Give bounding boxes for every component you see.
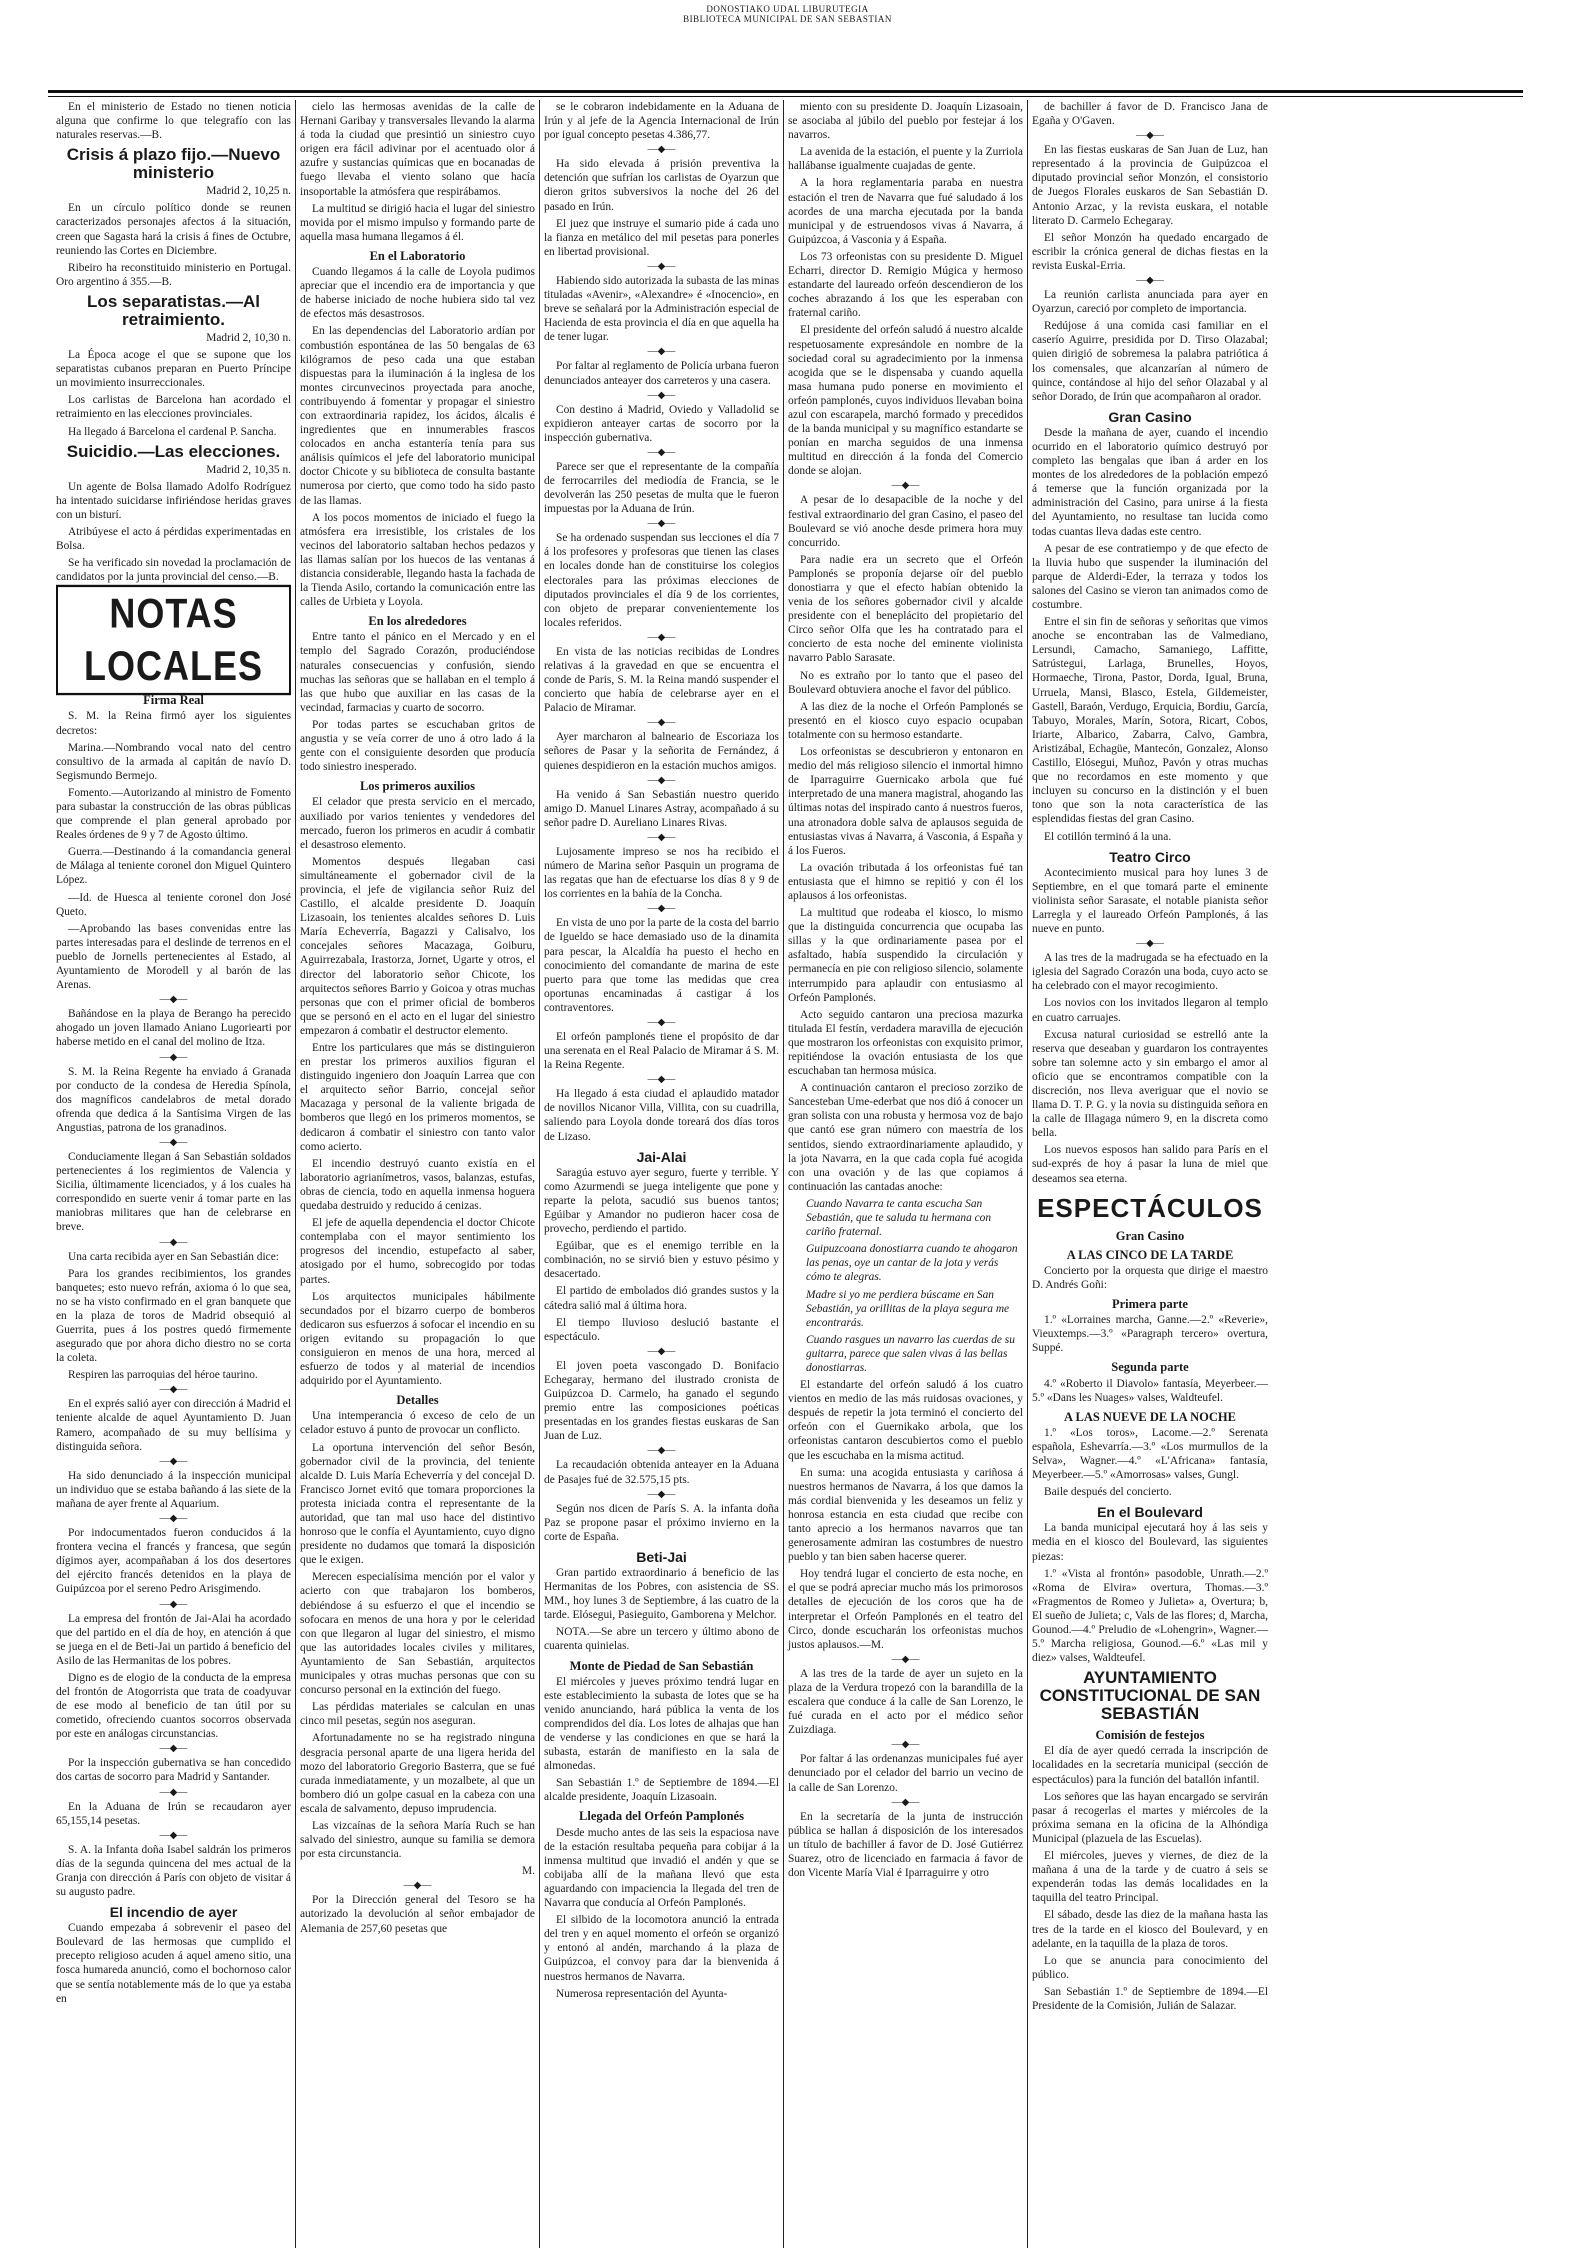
headline-separatistas: Los separatistas.—Al retraimiento.	[87, 291, 260, 329]
paragraph: El tiempo lluvioso deslució bastante el espectáculo.	[544, 1316, 779, 1343]
section-masthead-espectaculos: ESPECTÁCULOS	[1037, 1192, 1263, 1223]
program-part-label: Segunda parte	[1111, 1360, 1189, 1375]
paragraph: En vista de uno por la parte de la costa del barrio de Igueldo se hace demasiado uso de la dinamita para pescar, la Alcaldía ha puesto el hecho en conocimiento del comandante de marina de este puerto para que tome las medidas que crea oportunas encaminadas á castigar á los contraventores.	[544, 917, 779, 1014]
separator: —◆—	[1136, 130, 1164, 142]
paragraph: A pesar de lo desapacible de la noche y del festival extraordinario del gran Casino, el paseo del Boulevard se vió anoche desde primera hora muy concurrido.	[788, 494, 1023, 549]
paragraph: Los novios con los invitados llegaron al templo en cuatro carruajes.	[1032, 997, 1268, 1024]
headline-gran-casino: Gran Casino	[1108, 408, 1192, 425]
column-4	[784, 100, 1028, 2248]
separator: —◆—	[159, 1786, 188, 1798]
paragraph: La banda municipal ejecutará hoy á las seis y media en el kiosco del Boulevard, las siguientes piezas:	[1032, 1522, 1268, 1563]
paragraph: Momentos después llegaban casi simultáneamente el gobernador civil de la provincia, el jefe de vigilancia señor Ruiz del Castillo, el alcalde presidente D. Joaquín Lizasoain, los tenientes alcaldes señores D. Luis María Echeverría, Bagazzi y Calisalvo, los concejales señores Macazaga, Goiburu, Aguirrezabala, Irastorza, Jornet, Ugarte y otros, el director del laboratorio señor Chicote, los arquitectos señores Barrio y Goicoa y otras muchas personas que con el primer oficial de bomberos que se personó en el acto en el lugar del siniestro empezaron á combatir el destructor elemento.	[300, 855, 535, 1037]
verse: Guipuzcoana donostiarra cuando te ahogaron las penas, oye un cantar de la jota y verás cómo te alegras.	[806, 1243, 1018, 1284]
paragraph: S. M. la Reina firmó ayer los siguientes decretos:	[56, 710, 291, 737]
column-3	[540, 100, 784, 2248]
paragraph: Marina.—Nombrando vocal nato del centro consultivo de la armada al capitán de navío D. Segismundo Bermejo.	[56, 741, 291, 782]
paragraph: Entre los particulares que más se distinguieron en prestar los primeros auxilios figuran el distinguido ingeniero don Joaquín Larrea que con el arquitecto señor Barrio, concejal señor Macazaga y personal de la valiente brigada de bomberos que llegó en los primeros momentos, se dedicaron á combatir el siniestro con tanto valor como acierto.	[300, 1042, 535, 1153]
separator: —◆—	[159, 1513, 188, 1525]
subhead-detalles: Detalles	[396, 1393, 439, 1408]
paragraph: cielo las hermosas avenidas de la calle de Hernani Garibay y transversales llevando la alarma á toda la ciudad que presintió un siniestro cuyo origen era fácil adivinar por el acentuado olor á azufre y sustancias químicas que en bocanadas de fuego llevaba el viento solano que hacía insoportable la atmósfera que respirábamos.	[300, 101, 535, 198]
separator: —◆—	[647, 144, 676, 156]
paragraph: Conduciamente llegan á San Sebastián soldados pertenecientes á los regimientos de Valencia y Sicilia, últimamente licenciados, y á los cuales ha correspondido en suerte venir á tomar parte en las maniobras militares que han de celebrarse en breve.	[56, 1150, 291, 1234]
paragraph: Guerra.—Destinando á la comandancia general de Málaga al teniente coronel don Miguel Quintero López.	[56, 846, 291, 887]
paragraph: Para nadie era un secreto que el Orfeón Pamplonés se proponía dejarse oír del pueblo donostiarra y que el efecto habían obtenido la venia de los señores gobernador civil y alcalde presidente con el beneplácito del propietario del Circo señor Olfa que les ha contratado para el concierto de esta noche del eminente violinista navarro Pablo Sarasate.	[788, 553, 1023, 665]
separator: —◆—	[647, 631, 676, 643]
paragraph: Atribúyese el acto á pérdidas experimentadas en Bolsa.	[56, 525, 291, 553]
headline-incendio: El incendio de ayer	[109, 1904, 238, 1921]
paragraph: Desde la mañana de ayer, cuando el incendio ocurrido en el laboratorio químico destruyó por completo las bengalas que iban á arder en los montes de los alrededores de la población empezó á temerse que la función organizada por la administración del Casino, para unirse á la fiesta del Ayuntamiento, no resultase tan lucida como todas cuantas lleva dadas este centro.	[1032, 426, 1268, 538]
paragraph: A continuación cantaron el precioso zorziko de Sancesteban Ume-ederbat que nos dió á conocer un gran solista con una robusta y hermosa voz de bajo que cantó ese gran número con maestría de los sentidos, siendo extraordinariamente aplaudido, y la jota Navarra, en la que cada copla fué acogida con una ovación y de las que copiamos á continuación las cantadas anoche:	[788, 1082, 1023, 1193]
paragraph: Por la inspección gubernativa se han concedido dos cartas de socorro para Madrid y Santander.	[56, 1757, 291, 1784]
paragraph: A las tres de la madrugada se ha efectuado en la iglesia del Sagrado Corazón una boda, cuyo acto se ha celebrado con el mayor recogimiento.	[1032, 952, 1268, 993]
separator: —◆—	[647, 518, 676, 530]
separator: —◆—	[1136, 938, 1164, 950]
paragraph: Ha venido á San Sebastián nuestro querido amigo D. Manuel Linares Astray, acompañado á su señor padre D. Aureliano Linares Rivas.	[544, 788, 779, 829]
paragraph: Con destino á Madrid, Oviedo y Valladolid se expidieron anteayer cartas de socorro por la inspección gubernativa.	[544, 403, 779, 444]
separator: —◆—	[159, 1598, 188, 1610]
paragraph: Las pérdidas materiales se calculan en unas cinco mil pesetas, según nos aseguran.	[300, 1701, 535, 1728]
separator: —◆—	[647, 1445, 676, 1457]
paragraph: A las diez de la noche el Orfeón Pamplonés se presentó en el kiosco cuyo espacio ocupaban totalmente con su hermoso estandarte.	[788, 700, 1023, 741]
paragraph: La recaudación obtenida anteayer en la Aduana de Pasajes fué de 32.575,15 pts.	[544, 1459, 779, 1486]
paragraph: S. M. la Reina Regente ha enviado á Granada por conducto de la condesa de Heredia Spínola, dos magníficos candelabros de metal dorado ofrenda que dedica á la Santísima Virgen de las Angustias, patrona de los granadinos.	[56, 1065, 291, 1134]
paragraph: Hoy tendrá lugar el concierto de esta noche, en el que se podrá apreciar mucho más los primorosos detalles de ejecución de los coros que ha de interpretar el Orfeón Pamplonés en el teatro del Circo, donde escucharán los orfeonistas muchos justos aplausos.—M.	[788, 1568, 1023, 1651]
separator: —◆—	[647, 717, 676, 729]
headline-boulevard: En el Boulevard	[1097, 1504, 1203, 1521]
paragraph: Ha sido elevada á prisión preventiva la detención que sufrían los carlistas de Oyarzun que dieron gritos subversivos la noche del 26 del pasado en Irún.	[544, 158, 779, 213]
separator: —◆—	[647, 389, 676, 401]
paragraph: 1.º «Vista al frontón» pasodoble, Unrath.—2.º «Roma de Elvira» overtura, Thomas.—3.º «Fragmentos de Romeo y Julieta» a, Overtura; b, El sueño de Julieta; c, Vals de las flores; d, Marcha, Gounod.—4.º Preludio de «Lohengrin», Wagner.—5.º Marcha religiosa, Gounod.—6.º «Las mil y diez» valses, Waldteufel.	[1032, 1567, 1268, 1665]
subhead-cinco-tarde: A LAS CINCO DE LA TARDE	[1066, 1247, 1234, 1262]
paragraph: El señor Monzón ha quedado encargado de escribir la crónica general de dichas fiestas en la revista Euskal-Erria.	[1032, 231, 1268, 272]
paragraph: Una intemperancia ó exceso de celo de un celador estuvo á punto de provocar un conflicto.	[300, 1410, 535, 1437]
paragraph: Cuando empezaba á sobrevenir el paseo del Boulevard de las hermosas que cumplido el precepto religioso acuden á aquel ameno sitio, una fosca humareda anunció, como el bochornoso calor que se sentía notablemente más de lo que ya estaba en	[56, 1922, 291, 2005]
separator: —◆—	[891, 480, 920, 492]
paragraph: La reunión carlista anunciada para ayer en Oyarzun, careció por completo de importancia.	[1032, 289, 1268, 316]
paragraph: Digno es de elogio de la conducta de la empresa del frontón de Atogorrista que trata de coadyuvar de ese modo al beneficio de tan útil por su cometido, ofreciendo cuantos socorros observada por este en análogas circunstancias.	[56, 1671, 291, 1741]
paragraph: Para los grandes recibimientos, los grandes banquetes; esto nuevo refrán, axioma ó lo que sea, no se ha visto confirmado en el gran banquete que en la plaza de toros de Madrid obsequió al Guerrita, pues á los postres quedó firmemente asegurado que por ahora dicho diestro no se corta la coleta.	[56, 1267, 291, 1365]
paragraph: San Sebastián 1.º de Septiembre de 1894.—El Presidente de la Comisión, Julián de Salazar.	[1032, 1985, 1268, 2012]
separator: —◆—	[647, 446, 676, 458]
subhead-gran-casino: Gran Casino	[1115, 1228, 1185, 1243]
separator: —◆—	[647, 346, 676, 358]
paragraph: Por indocumentados fueron conducidos á la frontera vecina el francés y francesa, que según dígimos ayer, acompañaban á los dos desertores del ejército francés detenidos en la playa de Guipúzcoa por el sereno Pedro Arisgimendo.	[56, 1527, 291, 1596]
headline-suicidio: Suicidio.—Las elecciones.	[66, 441, 281, 461]
separator: —◆—	[159, 1743, 188, 1755]
paragraph: El estandarte del orfeón saludó á los cuatro vientos en medio de las más ruidosas ovaciones, y después de repetir la jota terminó el concierto del orfeón con el Guernikako arbola, que los orfeonistas cantaron descubiertos como el pueblo que les escuchaba en la misma actitud.	[788, 1379, 1023, 1462]
paragraph: Por faltar á las ordenanzas municipales fué ayer denunciado por el celador del barrio un vecino de la calle de San Lorenzo.	[788, 1753, 1023, 1794]
dateline: Madrid 2, 10,35 n.	[206, 463, 291, 476]
newspaper-columns	[52, 100, 1524, 2250]
separator: —◆—	[159, 1051, 188, 1063]
header-line-2: BIBLIOTECA MUNICIPAL DE SAN SEBASTIAN	[683, 14, 892, 24]
paragraph: El miércoles y jueves próximo tendrá lugar en este establecimiento la subasta de lotes que se ha venido anunciando, hará pública la venta de los comprendidos del día. Los lotes de alhajas que han de venderse y las condiciones en que se hará la subasta, estarán de manifiesto en la sala de almonedas.	[544, 1675, 779, 1773]
separator: —◆—	[891, 1739, 920, 1751]
paragraph: 1.º «Los toros», Lacome.—2.º Serenata española, Eshevarría.—3.º «Los murmullos de la Selva», Wagner.—4.º «L'Africana» fantasía, Meyerbeer.—5.º «Amorrosas» valses, Gungl.	[1032, 1426, 1268, 1482]
separator: —◆—	[647, 1016, 676, 1028]
verse: Cuando Navarra te canta escucha San Sebastián, que te saluda tu hermana con cariño fraternal.	[806, 1197, 992, 1239]
paragraph: La Época acoge el que se supone que los separatistas cubanos preparan en Puerto Príncipe un movimiento insurreccionales.	[56, 349, 291, 390]
paragraph: Entre el sin fin de señoras y señoritas que vimos anoche se encontraban las de Valmediano, Lersundi, Camacho, Samaniego, Laffitte, Satrústegui, Larlaga, Brunelles, Hoyos, Hormaeche, Tirona, Pastor, Dorda, Igual, Bruna, Urruela, Mansi, Blasco, Estela, Gildemeister, Gastell, Baraón, Verdugo, Erquicia, Bordiu, García, Tabuyo, Morales, Marín, Sotora, Ricart, Cobos, Iriarte, Albarico, Zabarra, Calvo, Gambra, Aristizábal, Echagüe, Mantecón, Gonzalez, Alonso Castillo, Elósegui, Muñoz, Pavón y otras muchas que no recordamos en este momento y que incluyen su concurso en la distinción y el buen tono que son la nota característica de las esplendidas fiestas del gran Casino.	[1032, 616, 1268, 826]
paragraph: Baile después del concierto.	[1044, 1486, 1172, 1499]
separator: —◆—	[647, 903, 676, 915]
paragraph: El día de ayer quedó cerrada la inscripción de localidades en la secretaría municipal (sección de espectáculos) para la función del batallón infantil.	[1032, 1745, 1268, 1786]
paragraph: El juez que instruye el sumario pide á cada uno la fianza en metálico del mil pesetas para ponerles en libertad provisional.	[544, 217, 779, 258]
paragraph: Respiren las parroquias del héroe taurino.	[68, 1369, 258, 1382]
paragraph: La empresa del frontón de Jai-Alai ha acordado que del partido en el día de hoy, en atención á que se juega en el de Beti-Jai un partido á beneficio del Asilo de las Hermanitas de los pobres.	[56, 1612, 291, 1667]
paragraph: El partido de embolados dió grandes sustos y la cátedra salió mal á última hora.	[544, 1285, 779, 1312]
paragraph: Excusa natural curiosidad se estrelló ante la reserva que deseaban y guardaron los contrayentes sobre tan solemne acto y sin embargo el amor al oficio que se encontramos compatible con la discreción, nos lleva averiguar que el novio se llama D. T. P. G. y la novia su distinguida señora en la calle de Illagaga número 9, en la discreta como bella.	[1032, 1028, 1268, 1140]
paragraph: En la secretaría de la junta de instrucción pública se hallan á disposición de los interesados un título de bachiller á favor de D. José Gutiérrez Suarez, otro de licenciado en farmacia á favor de don Vicente María Vial é Iparraguirre y otro	[788, 1810, 1023, 1879]
separator: —◆—	[159, 994, 188, 1006]
paragraph: Según nos dicen de París S. A. la infanta doña Paz se propone pasar el próximo invierno en la corte de España.	[544, 1502, 779, 1543]
paragraph: Acontecimiento musical para hoy lunes 3 de Septiembre, en el que tomará parte el eminente violinista señor Sarasate, el notable pianista señor Larregla y el laureado Orfeón Pamplonés, á las nueve en punto.	[1032, 866, 1268, 936]
verse: Cuando rasgues un navarro las cuerdas de su guitarra, parece que salen vivas á las bellas donostiarras.	[806, 1333, 1015, 1374]
paragraph: A las tres de la tarde de ayer un sujeto en la plaza de la Verdura tropezó con la barandilla de la escalera que conduce á la calle de San Lorenzo, le fué curada en el acto por el médico señor Zuizdiaga.	[788, 1667, 1023, 1737]
column-2	[296, 100, 540, 2248]
separator: —◆—	[159, 1829, 188, 1841]
paragraph: Acto seguido cantaron una preciosa mazurka titulada El festín, verdadera maravilla de ejecución que mostraron los orfeonistas con exquisito primor, repitiéndose la ovación entusiasta de los que escuchaban tan hermosa música.	[788, 1008, 1023, 1078]
paragraph: Afortunadamente no se ha registrado ninguna desgracia personal aparte de una ligera herida del mozo del laboratorio Gregorio Basterra, que se fué curada inmediatamente, y un mozalbete, al que un bombero dió un golpe casual en la cabeza con una escala de salvamento, depuso imprudencia.	[300, 1732, 535, 1815]
paragraph: El sábado, desde las diez de la mañana hasta las tres de la tarde en el kiosco del Boulevard, y en adelante, en la taquilla de la plaza de toros.	[1032, 1909, 1268, 1950]
dateline: Madrid 2, 10,30 n.	[206, 331, 291, 344]
section-masthead-ayuntamiento: AYUNTAMIENTO CONSTITUCIONAL DE SAN SEBASTIÁN	[1039, 1668, 1261, 1724]
paragraph: S. A. la Infanta doña Isabel saldrán los primeros días de la segunda quincena del mes actual de la Granja con dirección á París con objeto de visitar á su augusto padre.	[56, 1843, 291, 1898]
paragraph: La multitud se dirigió hacia el lugar del siniestro movida por el mismo impulso y formando parte de aquella masa humana llegamos á él.	[300, 202, 535, 243]
paragraph: Los 73 orfeonistas con su presidente D. Miguel Echarri, director D. Remigio Múgica y hermoso estandarte del laureado orfeón descendieron de los coches abrazando á los que les esperaban con fraternal cariño.	[788, 250, 1023, 320]
paragraph: NOTA.—Se abre un tercero y último abono de cuarenta quinielas.	[544, 1626, 779, 1653]
paragraph: Por la Dirección general del Tesoro se ha autorizado la devolución al señor embajador de Alemania de 257,60 pesetas que	[300, 1894, 535, 1935]
paragraph: Ha sido denunciado á la inspección municipal un individuo que se estaba bañando á las siete de la mañana de ayer frente al Aquarium.	[56, 1469, 291, 1510]
paragraph: El incendio destruyó cuanto existía en el laboratorio agrianímetros, vasos, balanzas, estufas, obras de ciencia, todo en aquella inmensa hoguera quedaba destruido y reducido á cenizas.	[300, 1157, 535, 1213]
column-5	[1028, 100, 1272, 2248]
paragraph: Entre tanto el pánico en el Mercado y en el templo del Sagrado Corazón, produciéndose naturales consecuencias y confusión, siendo muchas las señoras que se hallaban en el templo á las que hubo que auxiliar en las casas de la vecindad, farmacias y cuarto de socorro.	[300, 631, 535, 714]
subhead-laboratorio: En el Laboratorio	[369, 248, 466, 263]
page-header	[0, 4, 1575, 24]
paragraph: Las vizcaínas de la señora María Ruch se han salvado del siniestro, aunque su familia se demora por esta circunstancia.	[300, 1819, 535, 1861]
paragraph: Redújose á una comida casi familiar en el caserío Aguirre, presidida por D. Tirso Olazabal; quien dirigió de sobremesa la palabra patriótica á los comensales, que alcanzarían al número de quince, contándose al hijo del señor Olazabal y al señor Dorado, de Irún que acompañaron al orador.	[1032, 320, 1268, 403]
paragraph: La multitud que rodeaba el kiosco, lo mismo que la distinguida concurrencia que ocupaba las sillas y la que ordinariamente pasea por el asfaltado, había suspendido la circulación y permanecía en pie con religioso silencio, solamente interrumpido para aplaudir con entusiasmo al Orfeón Pamplonés.	[788, 907, 1024, 1004]
paragraph: El jefe de aquella dependencia el doctor Chicote contemplaba con el mayor sentimiento los progresos del incendio, estupefacto al saber, atosigado por el humo, sobrecogido por todas partes.	[300, 1217, 535, 1286]
top-rule	[48, 90, 1523, 93]
paragraph: se le cobraron indebidamente en la Aduana de Irún y al jefe de la Agencia Internacional de Irún por igual concepto pesetas 4.386,77.	[544, 101, 779, 142]
paragraph: Los arquitectos municipales hábilmente secundados por el bizarro cuerpo de bomberos dedicaron sus esfuerzos á sofocar el incendio en su origen evitando su propagación lo que consiguieron en menos de una hora, merced al esfuerzo de todos y al material de incendios adquirido por el Ayuntamiento.	[300, 1290, 535, 1388]
paragraph: La oportuna intervención del señor Besón, gobernador civil de la provincia, del teniente alcalde D. Luis María Echeverría y del concejal D. Francisco Jornet evitó que tomara proporciones la protesta iniciada contra el representante de la autoridad, que tan mal uso hace del distintivo honroso que le confía el Ayuntamiento, cuyo digno presidente no dudamos que tomará la disposición que le exigen.	[300, 1441, 535, 1567]
section-masthead-notas-locales: NOTAS LOCALES	[56, 585, 291, 695]
paragraph: Los señores que las hayan encargado se servirán pasar á recogerlas el martes y miércoles de la próxima semana en la oficina de la Alhóndiga Municipal (plazuela de las Escuelas).	[1032, 1790, 1268, 1845]
paragraph: Se ha verificado sin novedad la proclamación de candidatos por la junta provincial del censo.—B.	[56, 557, 291, 584]
paragraph: En vista de las noticias recibidas de Londres relativas á la gravedad en que se encuentra el conde de Paris, S. M. la Reina mandó suspender el concierto que había de celebrarse ayer en el Palacio de Miramar.	[544, 645, 779, 715]
paragraph: Por todas partes se escuchaban gritos de angustia y se veía correr de uno á otro lado á la gente con el consiguiente desorden que producía todo siniestro inesperado.	[300, 718, 535, 774]
headline-teatro-circo: Teatro Circo	[1109, 848, 1191, 865]
paragraph: El silbido de la locomotora anunció la entrada del tren y en aquel momento el orfeón se organizó y entonó al andén, marchando á la plaza de Guipúzcoa, el convoy para dar la bienvenida á nuestros hermanos de Navarra.	[544, 1914, 779, 1983]
paragraph: El presidente del orfeón saludó á nuestro alcalde respetuosamente expresándole en nombre de la sociedad coral su agradecimiento por la inmensa acogida que se le dispensaba y cuando aquella masa humana pudo ponerse en movimiento el orfeón pamplonés, cuyos individuos llevaban boina azul con escarapela, marchó formado y precedidos de la banda municipal y su magnífico estandarte se ponían en marcha seguidos de una inmensa multitud en dirección á la fonda del Comercio donde se alojan.	[788, 324, 1023, 478]
subhead-monte-de-piedad: Monte de Piedad de San Sebastián	[569, 1658, 754, 1673]
paragraph: Habiendo sido autorizada la subasta de las minas tituladas «Avenir», «Alexandre» é «Inocencio», en breve se señalará por la Administración especial de Hacienda de esta provincia el día en que aquella ha de tener lugar.	[544, 274, 780, 344]
paragraph: San Sebastián 1.º de Septiembre de 1894.—El alcalde presidente, Joaquín Lizasoain.	[544, 1777, 779, 1804]
paragraph: A los pocos momentos de iniciado el fuego la atmósfera era irresistible, los cristales de los vecinos del laboratorio saltaban hechos pedazos y las llamas salían por los huecos de las ventanas á distancia considerable, llegando hasta la fachada de la Tienda Asilo, cortando la comunicación entre las calles de Urbieta y Loyola.	[300, 511, 535, 609]
separator: —◆—	[159, 1455, 188, 1467]
paragraph: En el ministerio de Estado no tienen noticia alguna que confirme lo que telegrafío con las naturales reservas.—B.	[56, 101, 291, 142]
paragraph: Ayer marcharon al balneario de Escoriaza los señores de Pasar y la señorita de Fernández, á quienes despidieron en la estación muchos amigos.	[544, 731, 779, 772]
paragraph: El orfeón pamplonés tiene el propósito de dar una serenata en el Real Palacio de Miramar á S. M. la Reina Regente.	[544, 1030, 779, 1072]
paragraph: El joven poeta vascongado D. Bonifacio Echegaray, hermano del ilustrado cronista de Guipúzcoa D. Carmelo, ha ganado el segundo premio entre las composiciones poéticas presentadas en los grandes fiestas euskaras de San Juan de Luz.	[544, 1359, 779, 1443]
paragraph: Los orfeonistas se descubrieron y entonaron en medio del más religioso silencio el inmortal himno de Iparraguirre Guernicako arbola que fué interpretado de una manera magistral, ahogando las últimas notas del inspirado canto á nuestros fueros, una atronadora doble salva de aplausos seguida de entusiastas vivas á Navarra, á Vasconia, á España y á los Fueros.	[788, 746, 1023, 857]
paragraph: Cuando llegamos á la calle de Loyola pudimos apreciar que el incendio era de importancia y que de haberse iniciado de noche hubiera sido tal vez de efectos más desastrosos.	[300, 266, 535, 321]
paragraph: Numerosa representación del Ayunta-	[556, 1987, 728, 2000]
separator: —◆—	[647, 774, 676, 786]
paragraph: Ribeiro ha reconstituido ministerio en Portugal. Oro argentino á 355.—B.	[56, 261, 291, 288]
paragraph: No es extraño por lo tanto que el paseo del Boulevard obtuviera anoche el favor del público.	[788, 669, 1023, 696]
headline-crisis: Crisis á plazo fijo.—Nuevo ministerio	[66, 145, 281, 183]
paragraph: de bachiller á favor de D. Francisco Jana de Egaña y O'Gaven.	[1032, 101, 1268, 128]
paragraph: Ha llegado á Barcelona el cardenal P. Sancha.	[68, 425, 277, 438]
separator: —◆—	[159, 1236, 188, 1248]
top-rule-thin	[48, 96, 1523, 97]
subhead-firma-real: Firma Real	[143, 693, 204, 708]
paragraph: 1.º «Lorraines marcha, Ganne.—2.º «Reverie», Vieuxtemps.—3.º «Paragraph tercero» overtura, Suppé.	[1032, 1314, 1268, 1355]
paragraph: La avenida de la estación, el puente y la Zurriola hallábanse igualmente cuajadas de gente.	[788, 146, 1023, 173]
paragraph: En las dependencias del Laboratorio ardían por combustión espontánea de las 50 bengalas de 63 kilógramos de peso cada una que estaban dispuestas para la iluminación á la inglesa de los montes circunvecinos proyectada para anoche, contribuyendo á fomentar y propagar el siniestro con extraordinaria rapidez, los ácidos, álcalis é ingredientes que en innumerables frascos colocados en ancha estantería tenía para sus análisis químicos el jefe del laboratorio municipal doctor Chicote y su biblioteca de consulta bastante numerosa por cierto, que como todo ha sido pasto de las llamas.	[300, 325, 535, 507]
subhead-alrededores: En los alrededores	[368, 614, 467, 629]
subhead-llegada-orfeon: Llegada del Orfeón Pamplonés	[579, 1809, 744, 1824]
paragraph: —Aprobando las bases convenidas entre las partes interesadas para el deslinde de terrenos en el pueblo de Jornells pertenecientes al Estado, al Ayuntamiento de Morodell y al barón de las Arenas.	[56, 922, 291, 992]
separator: —◆—	[891, 1653, 920, 1665]
paragraph: Lujosamente impreso se nos ha recibido el número de Marina señor Pasquin un programa de las regatas que han de efectuarse los días 8 y 9 de los corrientes en la bahía de la Concha.	[544, 845, 779, 901]
headline-jai-alai: Jai-Alai	[636, 1148, 687, 1165]
paragraph: Desde mucho antes de las seis la espaciosa nave de la estación resultaba pequeña para cobijar á la inmensa multitud que invadió el andén y que se cobijaba allí de la mañana llevó que esta aguardando con impaciencia la llegada del tren de Navarra que conducía al Orfeón Pamplonés.	[544, 1826, 779, 1910]
paragraph: Fomento.—Autorizando al ministro de Fomento para subastar la construcción de las obras públicas que comprende el plan general aprobado por Reales órdenes de 9 y 7 de Agosto último.	[56, 786, 291, 842]
separator: —◆—	[403, 1880, 432, 1892]
paragraph: La ovación tributada á los orfeonistas fué tan entusiasta que el himno se repitió y con él los aplausos á los orfeonistas.	[788, 861, 1023, 902]
headline-beti-jai: Beti-Jai	[636, 1548, 687, 1565]
separator: —◆—	[1136, 275, 1164, 287]
paragraph: Saragúa estuvo ayer seguro, fuerte y terrible. Y como Azurmendi se juega inteligente que pone y reparte la pelota, sacudió sus buenos tantos; Egúibar y Amandor no pudieron hacer cosa de provecho, perdiendo el partido.	[544, 1166, 779, 1236]
verse: Madre si yo me perdiera búscame en San Sebastián, ya orillitas de la playa segura me encontrarás.	[806, 1288, 1010, 1329]
dateline: Madrid 2, 10,25 n.	[206, 185, 291, 198]
paragraph: Los carlistas de Barcelona han acordado el retraimiento en las elecciones provinciales.	[56, 394, 291, 421]
paragraph: Ha llegado á esta ciudad el aplaudido matador de novillos Nicanor Villa, Villita, con su cuadrilla, saliendo para Loyola donde toreará dos días toros de Lizaso.	[544, 1088, 779, 1143]
subhead-nueve-noche: A LAS NUEVE DE LA NOCHE	[1064, 1409, 1236, 1424]
paragraph: Una carta recibida ayer en San Sebastián dice:	[68, 1250, 279, 1263]
header-line-1: DONOSTIAKO UDAL LIBURUTEGIA	[706, 4, 869, 14]
paragraph: 4.º «Roberto il Diavolo» fantasía, Meyerbeer.—5.º «Dans les Nuages» valses, Waldteufel.	[1032, 1377, 1268, 1404]
separator: —◆—	[891, 1796, 920, 1808]
paragraph: En suma: una acogida entusiasta y cariñosa á nuestros hermanos de Navarra, á los que damos la más cordial bienvenida y les deseamos un feliz y honrosa estancia en esta ciudad que recibe con tanto aprecio a los hermanos navarros que tan generosamente admiran las costumbres de nuestro pueblo y tan bien saben hacerse querer.	[788, 1466, 1023, 1564]
paragraph: Concierto por la orquesta que dirige el maestro D. Andrés Goñi:	[1032, 1264, 1268, 1291]
paragraph: Se ha ordenado suspendan sus lecciones el día 7 á los profesores y profesoras que tienen las clases en locales donde han de constituirse los colegios electorales para las próximas elecciones de diputados provinciales el día 9 de los corrientes, con objeto de preparar convenientemente los locales referidos.	[544, 532, 779, 629]
paragraph: En las fiestas euskaras de San Juan de Luz, han representado á la provincia de Guipúzcoa el diputado provincial señor Monzón, el consistorio de Juegos Florales euskaros de San Sebastián D. Antonio Arzac, y la revista euskara, el notable literato D. Carmelo Echegaray.	[1032, 144, 1268, 227]
separator: —◆—	[647, 1488, 676, 1500]
paragraph: En el exprés salió ayer con dirección á Madrid el teniente alcalde de aquel Ayuntamiento D. Juan Ramero, acompañado de su muy bellísima y distinguida señora.	[56, 1398, 291, 1453]
paragraph: Por faltar al reglamento de Policía urbana fueron denunciados anteayer dos carreteros y una casera.	[544, 360, 779, 387]
paragraph: —Id. de Huesca al teniente coronel don José Queto.	[56, 891, 291, 918]
paragraph: Lo que se anuncia para conocimiento del público.	[1032, 1954, 1268, 1981]
separator: —◆—	[159, 1136, 188, 1148]
paragraph: En un círculo político donde se reunen caracterizados personajes afectos á la situación, creen que Sagasta hará la crisis á fines de Octubre, reuniendo las Cortes en Diciembre.	[56, 202, 291, 257]
paragraph: miento con su presidente D. Joaquín Lizasoain, se asociaba al júbilo del pueblo por festejar á los navarros.	[788, 101, 1023, 142]
subhead-comision-festejos: Comisión de festejos	[1095, 1728, 1205, 1743]
paragraph: A la hora reglamentaria paraba en nuestra estación el tren de Navarra que fué saludado á los acordes de una marcha ejecutada por la banda municipal y de estruendosos vivas á Navarra, á Guipúzcoa, á Vasconia y á España.	[788, 177, 1023, 246]
paragraph: El miércoles, jueves y viernes, de diez de la mañana á una de la tarde y de cuatro á seis se expenderán todas las demás localidades en la taquilla del teatro Principal.	[1032, 1850, 1268, 1905]
program-part-label: Primera parte	[1111, 1297, 1188, 1312]
paragraph: El celador que presta servicio en el mercado, auxiliado por varios tenientes y vendedores del mercado, fueron los primeros en acudir á combatir el desastroso elemento.	[300, 796, 535, 851]
subhead-auxilios: Los primeros auxilios	[359, 779, 476, 794]
paragraph: Un agente de Bolsa llamado Adolfo Rodríguez ha intentado suicidarse infiriéndose heridas graves con un bisturí.	[56, 480, 291, 521]
paragraph: Bañándose en la playa de Berango ha perecido ahogado un joven llamado Aniano Lugoriearti por haberse metido en el canal del molino de Itza.	[56, 1008, 291, 1049]
signature: M.	[522, 1865, 535, 1878]
separator: —◆—	[647, 831, 676, 843]
separator: —◆—	[647, 260, 676, 272]
paragraph: Merecen especialísima mención por el valor y acierto con que trabajaron los bomberos, debiéndose á su esfuerzo el que el incendio se sofocara en menos de una hora y por le celeridad con que llegaron al lugar del siniestro, el mismo que las autoridades locales civiles y militares, Ayuntamiento de San Sebastián, arquitectos municipales y otras muchas personas que con su concurso personal en la extinción del fuego.	[300, 1571, 535, 1697]
paragraph: Los nuevos esposos han salido para París en el sud-exprés de hoy á pasar la luna de miel que deseamos sea eterna.	[1032, 1144, 1268, 1185]
paragraph: Egúibar, que es el enemigo terrible en la combinación, no se sirvió bien y estuvo pésimo y desacertado.	[544, 1240, 779, 1281]
separator: —◆—	[647, 1345, 676, 1357]
paragraph: El cotillón terminó á la una.	[1044, 830, 1172, 843]
separator: —◆—	[159, 1384, 188, 1396]
separator: —◆—	[647, 1074, 676, 1086]
column-1	[52, 100, 296, 2248]
paragraph: A pesar de ese contratiempo y de que efecto de la lluvia hubo que suspender la iluminación del parque de Alderdi-Eder, la terraza y todos los salones del Casino se vieron tan animados como de costumbre.	[1032, 542, 1268, 611]
paragraph: Parece ser que el representante de la compañía de ferrocarriles del mediodía de Francia, se le devolverán las 250 pesetas de multa que le fueron impuestas por la Aduana de Irún.	[544, 460, 779, 516]
paragraph: En la Aduana de Irún se recaudaron ayer 65,155,14 pesetas.	[56, 1800, 291, 1827]
paragraph: Gran partido extraordinario á beneficio de las Hermanitas de los Pobres, con asistencia de SS. MM., hoy lunes 3 de Septiembre, á las cuatro de la tarde. Elósegui, Pasieguito, Gamborena y Melchor.	[544, 1566, 779, 1622]
